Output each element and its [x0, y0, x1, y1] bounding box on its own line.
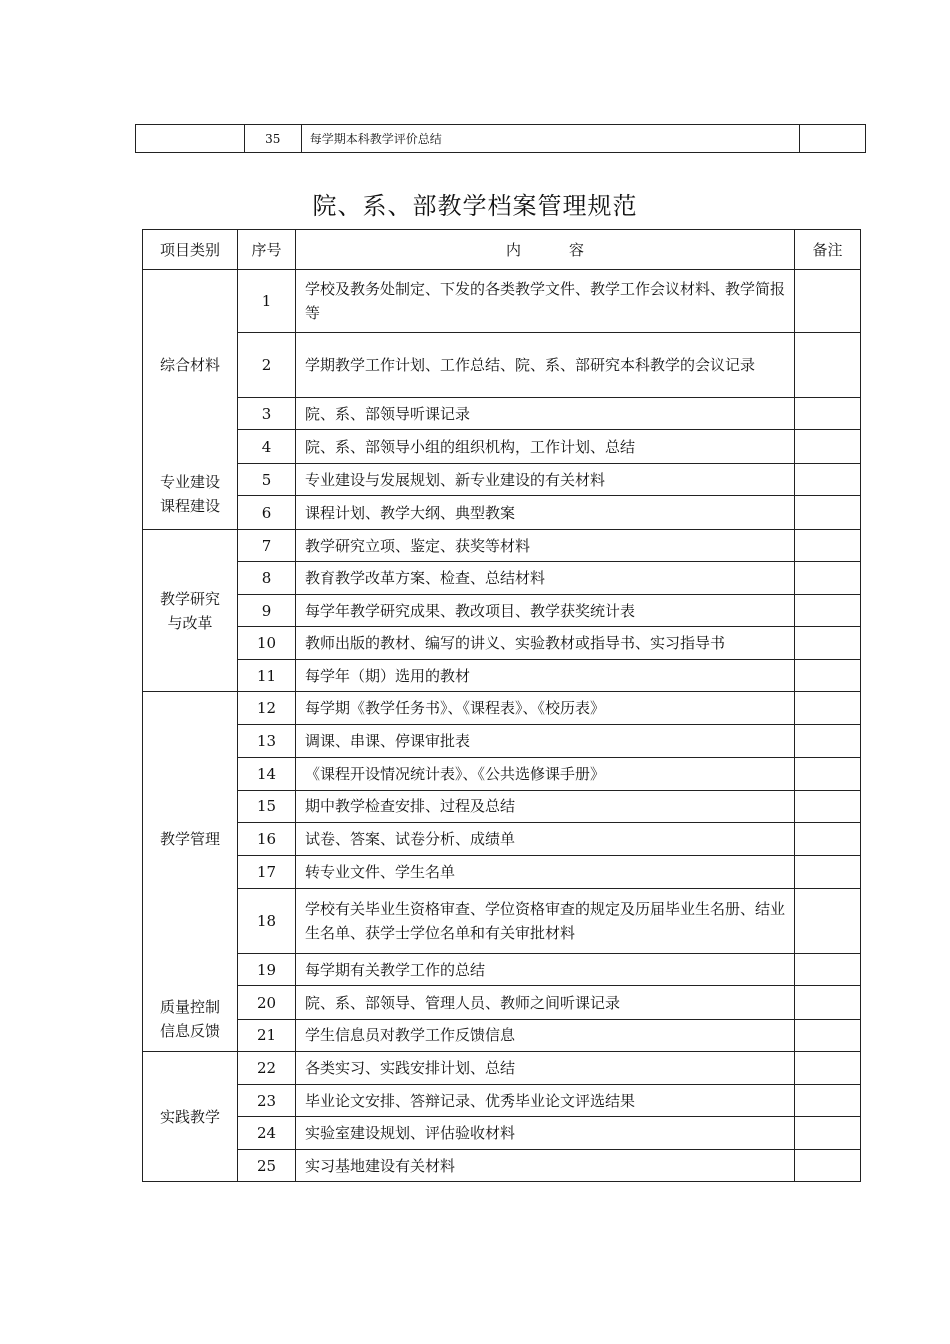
- table-row: [143, 530, 861, 562]
- header-category: 项目类别: [143, 230, 238, 270]
- note-cell: [800, 125, 866, 153]
- row-number: 20: [238, 986, 296, 1019]
- row-number: 17: [238, 856, 296, 888]
- header-row: [143, 230, 861, 270]
- note-cell: [795, 790, 861, 822]
- table-row: [143, 496, 861, 530]
- note-cell: [795, 1052, 861, 1085]
- row-content: 课程计划、教学大纲、典型教案: [296, 496, 795, 530]
- row-number: 35: [244, 125, 301, 153]
- table-row: [143, 270, 861, 333]
- table-row: [143, 823, 861, 856]
- note-cell: [795, 627, 861, 660]
- row-number: 2: [238, 332, 296, 397]
- row-content: 每学期有关教学工作的总结: [296, 954, 795, 986]
- row-number: 14: [238, 757, 296, 790]
- note-cell: [795, 1150, 861, 1182]
- row-content: 学期教学工作计划、工作总结、院、系、部研究本科教学的会议记录: [296, 332, 795, 397]
- row-number: 25: [238, 1150, 296, 1182]
- row-number: 1: [238, 270, 296, 333]
- note-cell: [795, 562, 861, 595]
- category-practice: 实践教学: [159, 1107, 220, 1126]
- previous-table-fragment: [135, 124, 866, 153]
- row-content: 每学期《教学任务书》、《课程表》、《校历表》: [296, 692, 795, 725]
- row-number: 22: [238, 1052, 296, 1085]
- table-row: [143, 463, 861, 496]
- row-number: 23: [238, 1085, 296, 1117]
- row-content: 实习基地建设有关材料: [296, 1150, 795, 1182]
- row-content: 转专业文件、学生名单: [296, 856, 795, 888]
- table-row: [143, 1052, 861, 1085]
- note-cell: [795, 757, 861, 790]
- row-number: 15: [238, 790, 296, 822]
- table-row: [143, 757, 861, 790]
- row-number: 24: [238, 1117, 296, 1150]
- category-cell-general: [143, 270, 238, 530]
- table-row: [143, 627, 861, 660]
- row-number: 9: [238, 595, 296, 627]
- row-number: 7: [238, 530, 296, 562]
- category-cell-research: [143, 530, 238, 692]
- row-number: 3: [238, 397, 296, 430]
- row-number: 4: [238, 430, 296, 464]
- note-cell: [795, 463, 861, 496]
- header-number: 序号: [238, 230, 296, 270]
- row-content: 教学研究立项、鉴定、获奖等材料: [296, 530, 795, 562]
- table-row: [143, 1150, 861, 1182]
- note-cell: [795, 430, 861, 464]
- row-content: 学校及教务处制定、下发的各类教学文件、教学工作会议材料、教学简报等: [296, 270, 795, 333]
- row-content: 各类实习、实践安排计划、总结: [296, 1052, 795, 1085]
- table-row: [143, 856, 861, 888]
- note-cell: [795, 888, 861, 954]
- row-content: 学校有关毕业生资格审查、学位资格审查的规定及历届毕业生名册、结业生名单、获学士学位名单和有关审批材料: [296, 888, 795, 954]
- header-content-a: 内: [505, 240, 521, 259]
- table-row: [143, 595, 861, 627]
- note-cell: [795, 692, 861, 725]
- row-content: 教师出版的教材、编写的讲义、实验教材或指导书、实习指导书: [296, 627, 795, 660]
- note-cell: [795, 856, 861, 888]
- note-cell: [795, 986, 861, 1019]
- row-number: 21: [238, 1019, 296, 1051]
- note-cell: [795, 270, 861, 333]
- row-content: 专业建设与发展规划、新专业建设的有关材料: [296, 463, 795, 496]
- note-cell: [795, 397, 861, 430]
- category-research: 教学研究: [159, 589, 220, 608]
- table-row: [143, 1019, 861, 1051]
- category-cell-practice: [143, 1052, 238, 1182]
- page-title: 院、系、部教学档案管理规范: [312, 192, 638, 220]
- table-row: [143, 725, 861, 757]
- row-content: 期中教学检查安排、过程及总结: [296, 790, 795, 822]
- table-row: [143, 332, 861, 397]
- row-content: 院、系、部领导、管理人员、教师之间听课记录: [296, 986, 795, 1019]
- category-cell: [136, 125, 245, 153]
- row-content: 每学期本科教学评价总结: [301, 125, 799, 153]
- row-content: 调课、串课、停课审批表: [296, 725, 795, 757]
- table-row: [143, 1085, 861, 1117]
- row-content: 实验室建设规划、评估验收材料: [296, 1117, 795, 1150]
- row-number: 18: [238, 888, 296, 954]
- row-number: 8: [238, 562, 296, 595]
- category-reform: 与改革: [167, 613, 213, 632]
- row-content: 《课程开设情况统计表》、《公共选修课手册》: [296, 757, 795, 790]
- row-number: 10: [238, 627, 296, 660]
- category-course: 课程建设: [159, 497, 220, 515]
- row-content: 教育教学改革方案、检查、总结材料: [296, 562, 795, 595]
- note-cell: [795, 1085, 861, 1117]
- table-row: [143, 954, 861, 986]
- header-content-b: 容: [569, 240, 585, 259]
- row-number: 6: [238, 496, 296, 530]
- table-row: [143, 986, 861, 1019]
- note-cell: [795, 496, 861, 530]
- note-cell: [795, 954, 861, 986]
- row-number: 19: [238, 954, 296, 986]
- row-content: 学生信息员对教学工作反馈信息: [296, 1019, 795, 1051]
- note-cell: [795, 595, 861, 627]
- row-number: 16: [238, 823, 296, 856]
- category-quality: 质量控制: [159, 997, 220, 1016]
- row-content: 每学年教学研究成果、教改项目、教学获奖统计表: [296, 595, 795, 627]
- category-management: 教学管理: [159, 830, 220, 848]
- note-cell: [795, 332, 861, 397]
- table-row: [143, 562, 861, 595]
- table-row: [143, 692, 861, 725]
- row-content: 试卷、答案、试卷分析、成绩单: [296, 823, 795, 856]
- category-cell-management: [143, 692, 238, 1052]
- table-row: [143, 888, 861, 954]
- category-specialty: 专业建设: [159, 473, 220, 491]
- row-number: 5: [238, 463, 296, 496]
- table-row: [143, 790, 861, 822]
- row-content: 毕业论文安排、答辩记录、优秀毕业论文评选结果: [296, 1085, 795, 1117]
- row-number: 12: [238, 692, 296, 725]
- note-cell: [795, 530, 861, 562]
- header-content: [296, 230, 795, 270]
- table-row: [143, 397, 861, 430]
- row-content: 每学年（期）选用的教材: [296, 660, 795, 692]
- table-row: [143, 430, 861, 464]
- note-cell: [795, 823, 861, 856]
- row-number: 13: [238, 725, 296, 757]
- note-cell: [795, 1117, 861, 1150]
- header-note: 备注: [795, 230, 861, 270]
- note-cell: [795, 725, 861, 757]
- row-content: 院、系、部领导小组的组织机构，工作计划、总结: [296, 430, 795, 464]
- note-cell: [795, 1019, 861, 1051]
- archive-table: [142, 229, 861, 1182]
- row-content: 院、系、部领导听课记录: [296, 397, 795, 430]
- category-feedback: 信息反馈: [159, 1021, 220, 1040]
- table-row: [143, 660, 861, 692]
- row-number: 11: [238, 660, 296, 692]
- table-row: [136, 125, 866, 153]
- note-cell: [795, 660, 861, 692]
- category-general: 综合材料: [159, 355, 220, 374]
- table-row: [143, 1117, 861, 1150]
